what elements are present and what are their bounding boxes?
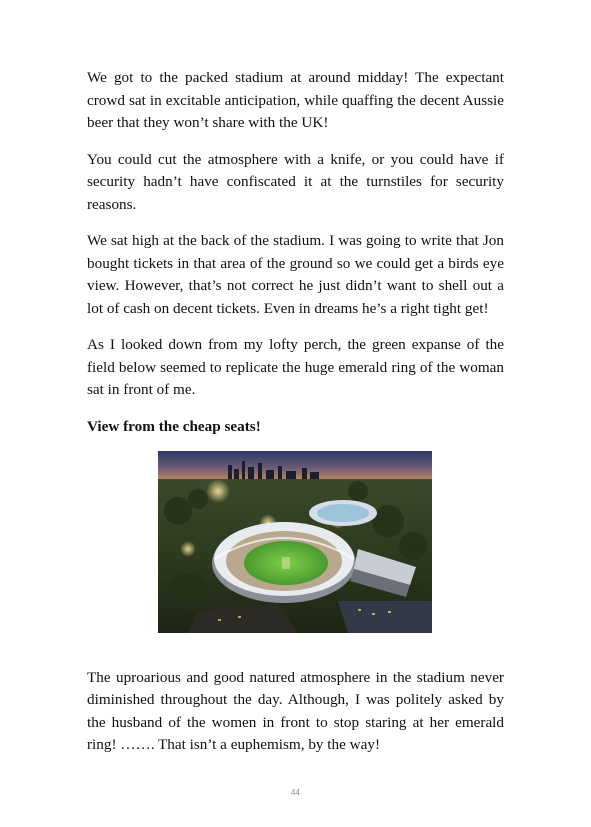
paragraph-closing: The uproarious and good natured atmosphere in the stadium never diminished throughout the day. Although, I was politely asked by the husband of the women in front to stop staring at her emerald ring! ……. That isn’t a euphemism, by the way! [87, 668, 504, 753]
paragraph-atmosphere: You could cut the atmosphere with a knife, or you could have if security hadn’t have confiscated it at the turnstiles for security reasons. [87, 150, 504, 213]
paragraph-seats: We sat high at the back of the stadium. I was going to write that Jon bought tickets in that area of the ground so we could get a birds eye view. However, that’s not correct he just didn’t want to shell out a lot of cash on decent tickets. Even in dreams he’s a right tight get! [87, 232, 504, 317]
page-number: 44 [291, 788, 300, 797]
paragraph-arrival: We got to the packed stadium at around midday! The expectant crowd sat in excitable anticipation, while quaffing the decent Aussie beer that they won’t share with the UK! [87, 69, 504, 131]
paragraph-perch: As I looked down from my lofty perch, the green expanse of the field below seemed to replicate the huge emerald ring of the woman sat in front of me. [87, 336, 504, 398]
document-page [87, 67, 504, 771]
section-heading: View from the cheap seats! [87, 417, 261, 435]
stadium-aerial-photo [158, 451, 432, 633]
